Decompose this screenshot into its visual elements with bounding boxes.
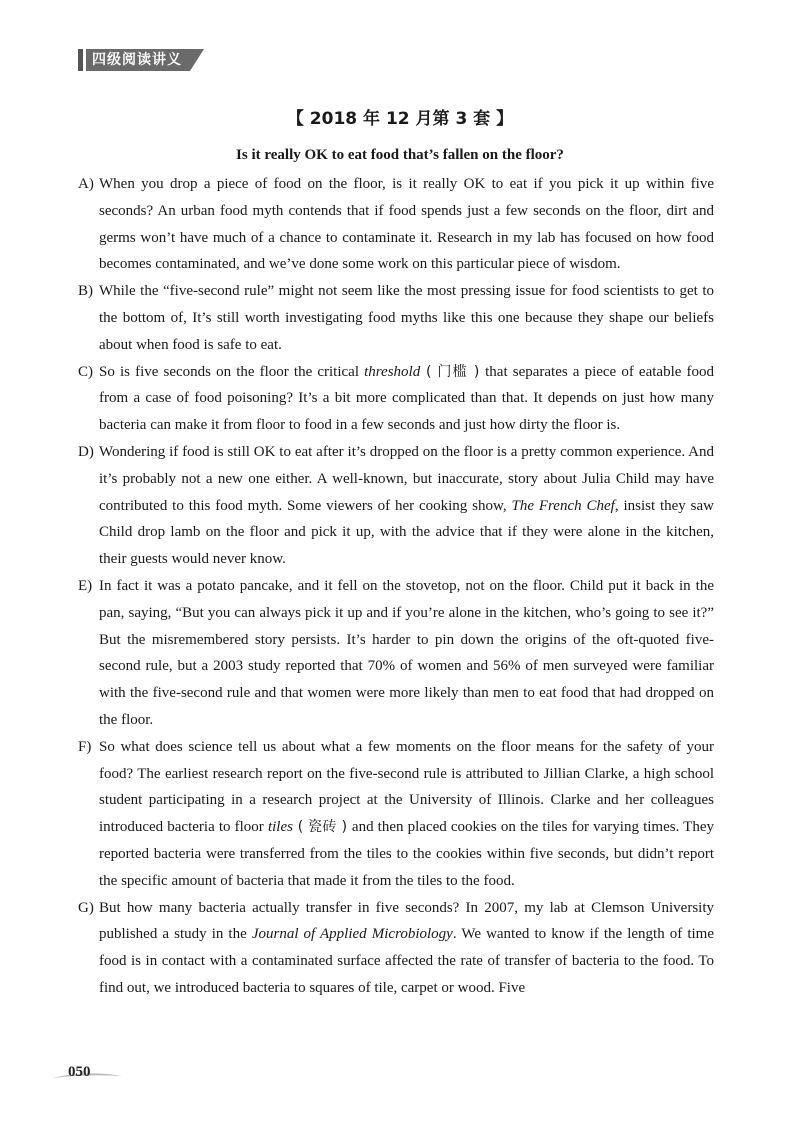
paragraph-text: and then placed cookies on the tiles for varying times. They reported bacteria were transferred from the tiles to the cookies within five seconds, but didn’t report the specific amount of bacteria that made it from the tiles to the food. [99, 819, 715, 889]
paragraph-letter: C) [78, 363, 93, 380]
article-title: Is it really OK to eat food that’s fallen on the floor? [236, 147, 564, 163]
header-tag-arrow [190, 49, 204, 71]
paragraph-e [78, 573, 714, 734]
paragraph-letter: G) [78, 899, 94, 916]
paragraph-text: In fact it was a potato pancake, and it fell on the stovetop, not on the floor. Child put it back in the pan, saying, “But you can always pick it up and if you’re alone in the kitchen, who’s going to see it?” But the misremembered story persists. It’s harder to pin down the origins of the oft-quoted five-second rule, but a 2003 study reported that 70% of women and 56% of men surveyed were familiar with the five-second rule and that women were more likely than men to eat food that had dropped on the floor. [99, 577, 714, 728]
paragraph-text: that separates a piece of eatable food from a case of food poisoning? It’s a bit more complicated than that. It depends on just how many bacteria can make it from floor to food in a few seconds and just how dirty the floor is. [99, 363, 715, 434]
chinese-gloss: ( 瓷砖 ) [292, 819, 352, 836]
page-number: 050 [68, 1064, 91, 1080]
exam-set-title: 【 2018 年 12 月第 3 套 】 [286, 109, 514, 129]
paragraph-letter: D) [78, 443, 94, 460]
paragraph-text: Wondering if food is still OK to eat after it’s dropped on the floor is a pretty common experience. And it’s probably not a new one either. A well-known, but inaccurate, story about Julia Child may have contributed to this food myth. Some viewers of her cooking show, [99, 443, 714, 514]
section-header-tag [78, 49, 204, 71]
paragraph-letter: B) [78, 283, 93, 300]
paragraph-text: , insist they saw Child drop lamb on the floor and pick it up, with the advice that if they were alone in the kitchen, their guests would never know. [99, 497, 715, 568]
paragraph-g [78, 895, 714, 1002]
paragraph-text: But how many bacteria actually transfer in five seconds? In 2007, my lab at Clemson University published a study in the [99, 899, 714, 943]
paragraph-letter: A) [78, 176, 94, 192]
paragraph-letter: E) [78, 577, 93, 594]
paragraph-text: . We wanted to know if the length of time food is in contact with a contaminated surface affected the rate of transfer of bacteria to the food. To find out, we introduced bacteria to squares of tile, carpet or wood. Five [99, 926, 714, 996]
article-body [78, 171, 714, 1002]
vocabulary-term: threshold [364, 363, 421, 380]
header-tag-bar [78, 49, 83, 71]
paragraph-text: So is five seconds on the floor the critical [99, 363, 365, 380]
paragraph-d [78, 439, 714, 573]
journal-title: Journal of Applied Microbiology [251, 926, 453, 943]
header-tag-label: 四级阅读讲义 [92, 52, 182, 68]
paragraph-c [78, 359, 714, 439]
paragraph-f [78, 734, 714, 895]
chinese-gloss: ( 门槛 ) [420, 363, 486, 380]
paragraph-b [78, 278, 714, 358]
paragraph-text: When you drop a piece of food on the floor, is it really OK to eat if you pick it up within five seconds? An urban food myth contends that if food spends just a few seconds on the floor, dirt and germs won’t have much of a chance to contaminate it. Research in my lab has focused on how food becomes contaminated, and we’ve done some work on this particular piece of wisdom. [99, 176, 714, 273]
paragraph-text: So what does science tell us about what a few moments on the floor means for the safety of your food? The earliest research report on the five-second rule is attributed to Jillian Clarke, a high school student participating in a research project at the University of Illinois. Clarke and her colleagues introduced bacteria to floor [99, 738, 714, 836]
show-title: The French Chef [511, 497, 615, 514]
paragraph-text: While the “five-second rule” might not seem like the most pressing issue for food scientists to get to the bottom of, It’s still worth investigating food myths like this one because they shape our beliefs about when food is safe to eat. [99, 283, 714, 353]
paragraph-letter: F) [78, 738, 92, 755]
vocabulary-term: tiles [267, 819, 293, 836]
paragraph-a [78, 171, 714, 278]
